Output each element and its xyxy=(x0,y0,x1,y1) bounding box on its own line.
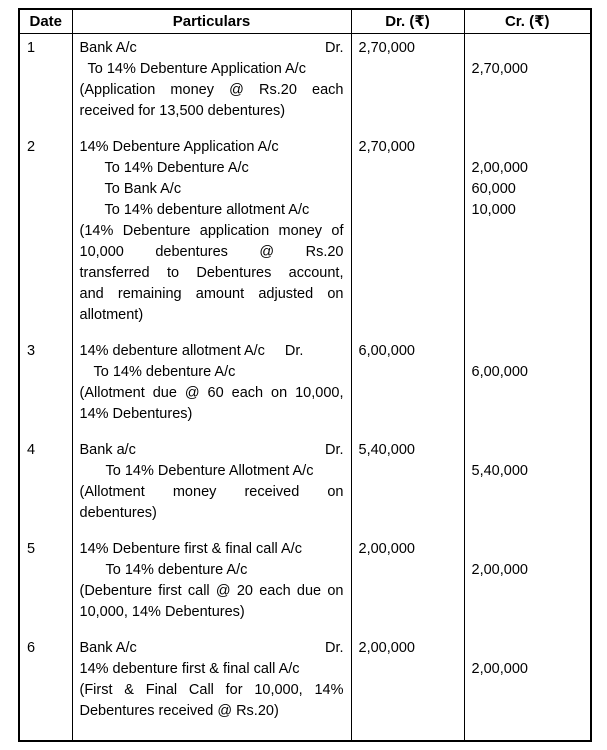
empty-line xyxy=(359,362,457,383)
journal-entry-row xyxy=(19,34,591,134)
entry-particulars-cell xyxy=(72,34,351,134)
empty-line xyxy=(472,137,584,158)
empty-line xyxy=(359,158,457,179)
empty-line xyxy=(472,383,584,404)
empty-line xyxy=(359,101,457,122)
empty-line xyxy=(359,179,457,200)
dr-label: Dr. xyxy=(324,640,344,656)
entry-date-cell xyxy=(19,634,72,741)
cr-amount: 2,00,000 xyxy=(471,661,528,677)
empty-line xyxy=(472,305,584,326)
entry-date-cell xyxy=(19,133,72,337)
empty-line xyxy=(472,581,584,602)
empty-line xyxy=(472,539,584,560)
empty-line xyxy=(472,101,584,122)
particulars-line: (Allotment due @ 60 each on 10,000, xyxy=(79,385,344,401)
dr-label: Dr. xyxy=(284,343,304,359)
particulars-line xyxy=(80,440,344,461)
empty-line xyxy=(472,680,584,701)
empty-line xyxy=(472,221,584,242)
dr-label: Dr. xyxy=(324,442,344,458)
empty-line xyxy=(472,242,584,263)
empty-line xyxy=(472,440,584,461)
entry-date: 6 xyxy=(27,640,36,656)
particulars-line: allotment) xyxy=(79,307,144,323)
cr-amount: 10,000 xyxy=(471,202,516,218)
particulars-line: 14% Debenture Application A/c xyxy=(79,139,279,155)
entry-cr-cell xyxy=(464,535,591,634)
empty-line xyxy=(359,383,457,404)
entry-date-cell xyxy=(19,436,72,535)
particulars-line: To 14% debenture A/c xyxy=(105,562,248,578)
entry-dr-cell xyxy=(351,133,464,337)
empty-line xyxy=(472,80,584,101)
entry-particulars-cell xyxy=(72,337,351,436)
entry-date: 5 xyxy=(27,541,36,557)
empty-line xyxy=(359,284,457,305)
empty-line xyxy=(359,59,457,80)
entry-date-cell xyxy=(19,337,72,436)
entry-dr-cell xyxy=(351,634,464,741)
particulars-line: 14% Debenture first & final call A/c xyxy=(79,541,302,557)
journal-entry-row xyxy=(19,133,591,337)
entry-particulars-cell xyxy=(72,535,351,634)
account-name: Bank a/c xyxy=(79,442,136,458)
entry-date-cell xyxy=(19,535,72,634)
col-header-particulars: Particulars xyxy=(72,9,351,34)
empty-line xyxy=(472,38,584,59)
empty-line xyxy=(359,560,457,581)
cr-amount: 2,70,000 xyxy=(471,61,528,77)
empty-line xyxy=(472,341,584,362)
cr-amount: 6,00,000 xyxy=(471,364,528,380)
particulars-line: debentures) xyxy=(79,505,157,521)
journal-entry-row xyxy=(19,436,591,535)
dr-label: Dr. xyxy=(324,40,344,56)
dr-amount: 5,40,000 xyxy=(358,442,415,458)
particulars-line: (Allotment money received on xyxy=(79,484,344,500)
header-row xyxy=(19,9,591,34)
empty-line xyxy=(472,482,584,503)
dr-amount: 2,00,000 xyxy=(358,541,415,557)
empty-line xyxy=(359,659,457,680)
journal-table xyxy=(18,8,592,742)
dr-amount: 6,00,000 xyxy=(358,343,415,359)
dr-amount: 2,00,000 xyxy=(358,640,415,656)
empty-line xyxy=(472,503,584,524)
particulars-line: and remaining amount adjusted on xyxy=(79,286,344,302)
entry-cr-cell xyxy=(464,133,591,337)
entry-date: 1 xyxy=(27,40,36,56)
entry-particulars-cell xyxy=(72,634,351,741)
particulars-line: (First & Final Call for 10,000, 14% xyxy=(79,682,344,698)
entry-cr-cell xyxy=(464,436,591,535)
entry-dr-cell xyxy=(351,34,464,134)
journal-entry-row xyxy=(19,535,591,634)
empty-line xyxy=(472,404,584,425)
empty-line xyxy=(359,404,457,425)
empty-line xyxy=(359,221,457,242)
entry-cr-cell xyxy=(464,634,591,741)
empty-line xyxy=(472,638,584,659)
particulars-line xyxy=(80,341,344,362)
cr-amount: 2,00,000 xyxy=(471,562,528,578)
cr-amount: 2,00,000 xyxy=(471,160,528,176)
empty-line xyxy=(472,284,584,305)
empty-line xyxy=(359,602,457,623)
account-name: Bank A/c xyxy=(79,40,137,56)
particulars-line: received for 13,500 debentures) xyxy=(79,103,286,119)
entry-date-cell xyxy=(19,34,72,134)
empty-line xyxy=(359,80,457,101)
particulars-line: To 14% Debenture A/c xyxy=(104,160,249,176)
entry-dr-cell xyxy=(351,436,464,535)
particulars-line xyxy=(80,38,344,59)
col-header-dr: Dr. (₹) xyxy=(351,9,464,34)
empty-line xyxy=(359,701,457,722)
empty-line xyxy=(359,305,457,326)
entry-dr-cell xyxy=(351,337,464,436)
journal-entry-row xyxy=(19,634,591,741)
entry-dr-cell xyxy=(351,535,464,634)
empty-line xyxy=(359,263,457,284)
entry-cr-cell xyxy=(464,34,591,134)
empty-line xyxy=(359,242,457,263)
particulars-line: To 14% Debenture Application A/c xyxy=(87,61,306,77)
particulars-line: 14% debenture first & final call A/c xyxy=(79,661,300,677)
entry-cr-cell xyxy=(464,337,591,436)
particulars-line: Debentures received @ Rs.20) xyxy=(79,703,279,719)
particulars-line: To 14% debenture A/c xyxy=(93,364,236,380)
empty-line xyxy=(359,482,457,503)
empty-line xyxy=(472,701,584,722)
empty-line xyxy=(359,200,457,221)
account-name: Bank A/c xyxy=(79,640,137,656)
entry-particulars-cell xyxy=(72,436,351,535)
particulars-line: 10,000 debentures @ Rs.20 xyxy=(79,244,344,260)
cr-amount: 60,000 xyxy=(471,181,516,197)
particulars-line: 14% Debentures) xyxy=(79,406,193,422)
particulars-line: To 14% debenture allotment A/c xyxy=(104,202,310,218)
account-name: 14% debenture allotment A/c xyxy=(79,343,265,359)
entry-date: 3 xyxy=(27,343,36,359)
entry-particulars-cell xyxy=(72,133,351,337)
particulars-line xyxy=(80,638,344,659)
col-header-cr: Cr. (₹) xyxy=(464,9,591,34)
particulars-line: To Bank A/c xyxy=(104,181,182,197)
cr-amount: 5,40,000 xyxy=(471,463,528,479)
empty-line xyxy=(359,503,457,524)
dr-amount: 2,70,000 xyxy=(358,139,415,155)
empty-line xyxy=(359,461,457,482)
particulars-line: (Debenture first call @ 20 each due on xyxy=(79,583,344,599)
journal-entry-row xyxy=(19,337,591,436)
particulars-line: (14% Debenture application money of xyxy=(79,223,344,239)
particulars-line: transferred to Debentures account, xyxy=(79,265,344,281)
entry-date: 2 xyxy=(27,139,36,155)
dr-amount: 2,70,000 xyxy=(358,40,415,56)
empty-line xyxy=(359,680,457,701)
empty-line xyxy=(472,602,584,623)
col-header-date: Date xyxy=(19,9,72,34)
empty-line xyxy=(359,581,457,602)
particulars-line: To 14% Debenture Allotment A/c xyxy=(105,463,314,479)
particulars-line: 10,000, 14% Debentures) xyxy=(79,604,245,620)
empty-line xyxy=(472,263,584,284)
particulars-line: (Application money @ Rs.20 each xyxy=(79,82,344,98)
entry-date: 4 xyxy=(27,442,36,458)
